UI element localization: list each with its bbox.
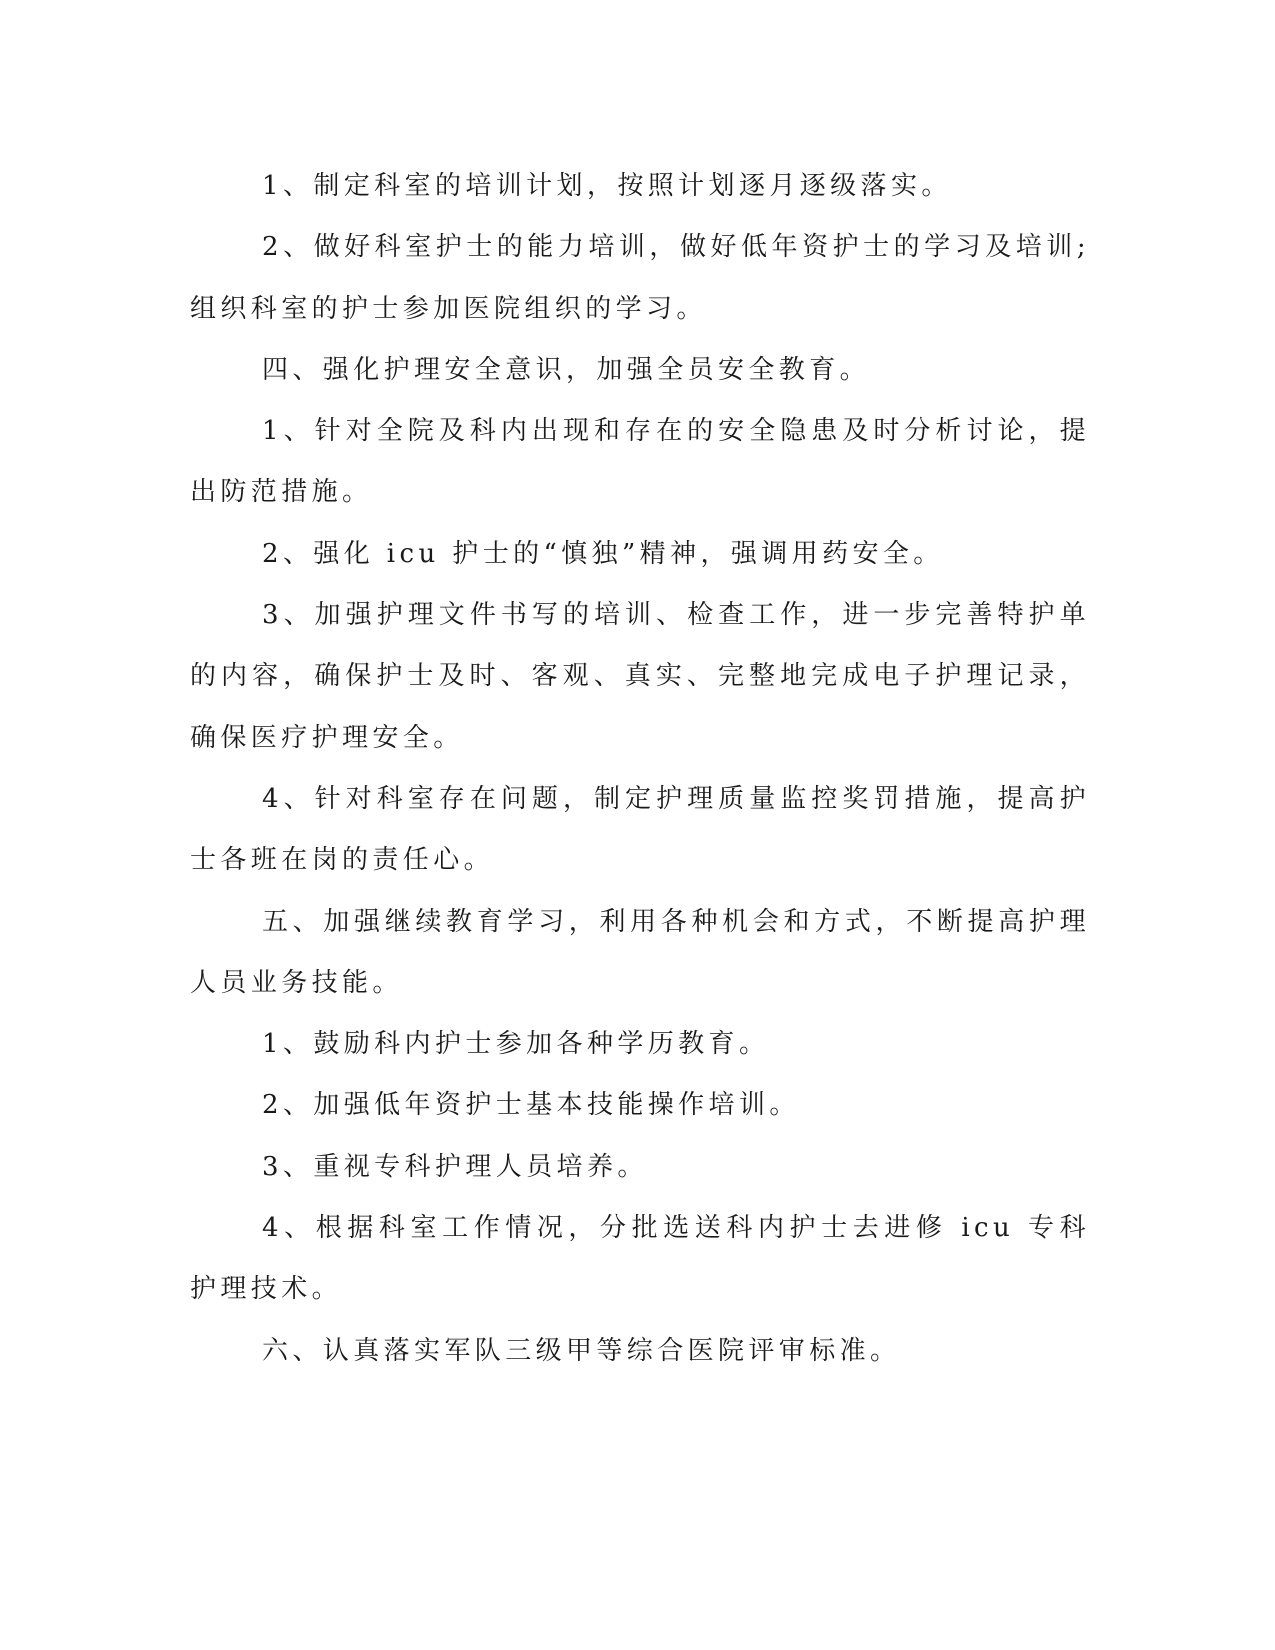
paragraph-medication-safety: 2、强化 icu 护士的“慎独”精神，强调用药安全。 <box>262 538 944 569</box>
section-heading-education: 五、加强继续教育学习，利用各种机会和方式，不断提高护理人员业务技能。 <box>190 906 1090 998</box>
paragraph-ability-training: 2、做好科室护士的能力培训，做好低年资护士的学习及培训;组织科室的护士参加医院组织的学习。 <box>190 232 1090 324</box>
paragraph-degree-education: 1、鼓励科内护士参加各种学历教育。 <box>262 1029 770 1060</box>
paragraph-skills-training: 2、加强低年资护士基本技能操作培训。 <box>262 1090 800 1121</box>
section-heading-safety: 四、强化护理安全意识，加强全员安全教育。 <box>262 354 871 385</box>
paragraph-quality-control: 4、针对科室存在问题，制定护理质量监控奖罚措施，提高护士各班在岗的责任心。 <box>190 783 1090 876</box>
section-heading-accreditation: 六、认真落实军队三级甲等综合医院评审标准。 <box>262 1335 901 1366</box>
paragraph-documentation: 3、加强护理文件书写的培训、检查工作，进一步完善特护单的内容，确保护士及时、客观、真实、完整地完成电子护理记录，确保医疗护理安全。 <box>190 600 1090 753</box>
document-body <box>190 156 1090 1382</box>
paragraph-training-plan: 1、制定科室的培训计划，按照计划逐月逐级落实。 <box>262 171 952 201</box>
paragraph-hazard-analysis: 1、针对全院及科内出现和存在的安全隐患及时分析讨论，提出防范措施。 <box>190 416 1090 508</box>
paragraph-specialist-training: 3、重视专科护理人员培养。 <box>262 1151 648 1182</box>
paragraph-advanced-study: 4、根据科室工作情况，分批选送科内护士去进修 icu 专科护理技术。 <box>190 1213 1090 1305</box>
